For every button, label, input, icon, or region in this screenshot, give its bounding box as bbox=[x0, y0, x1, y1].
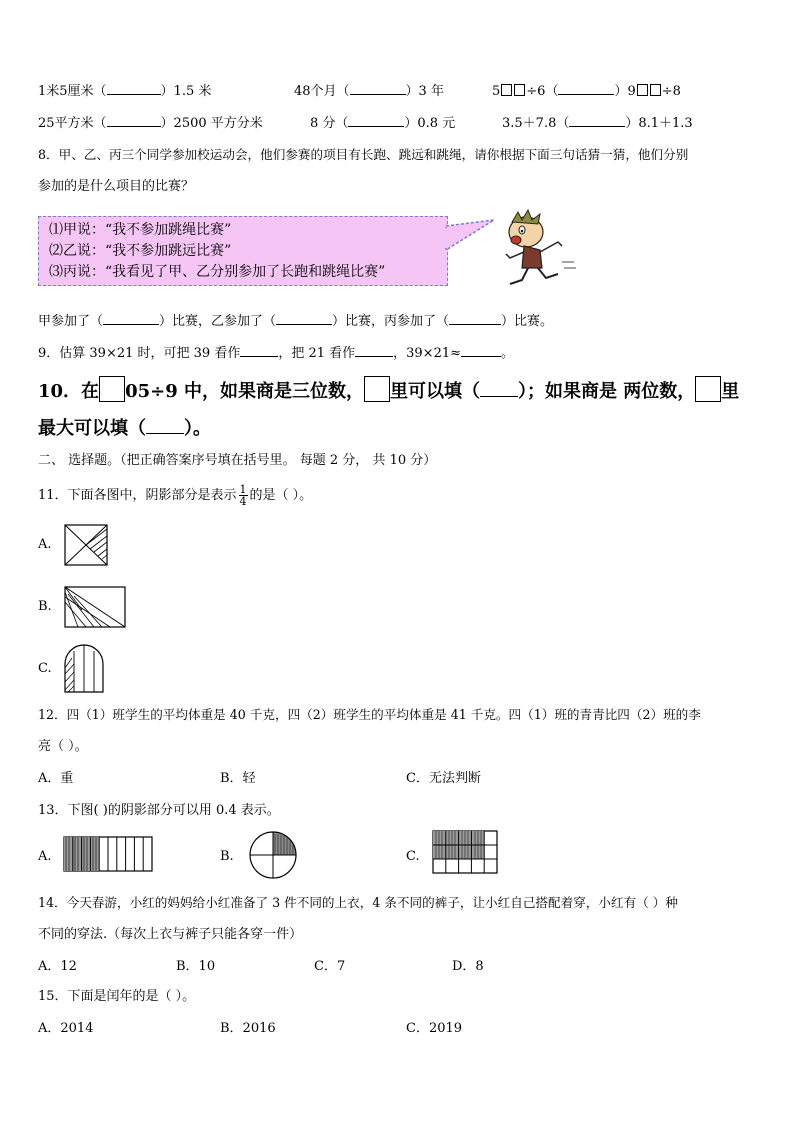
answer-blank[interactable] bbox=[350, 82, 406, 95]
q10-part-a: 10．在 bbox=[38, 381, 100, 402]
compare-1c-right: ）9 bbox=[614, 84, 636, 99]
q13-option-a-figure[interactable] bbox=[63, 836, 155, 874]
fraction-numerator: 1 bbox=[239, 483, 247, 496]
q14-option-d[interactable]: D．8 bbox=[452, 959, 484, 974]
compare-1a-right: ）1.5 米 bbox=[160, 84, 212, 99]
fraction-denominator: 4 bbox=[239, 495, 247, 508]
q10-part-c: 里可以填（ bbox=[389, 381, 480, 402]
q11-option-a-figure[interactable] bbox=[64, 524, 108, 566]
compare-2a-left: 25平方米（ bbox=[38, 116, 107, 131]
compare-1c-tail: ÷8 bbox=[661, 84, 681, 99]
compare-2b-left: 8 分（ bbox=[310, 116, 349, 131]
question-14-line-2: 不同的穿法.（每次上衣与裤子只能各穿一件） bbox=[38, 927, 303, 942]
q11-option-b-label[interactable]: B. bbox=[38, 599, 52, 614]
q11-option-a-label[interactable]: A. bbox=[38, 537, 52, 552]
digit-box[interactable] bbox=[514, 84, 525, 96]
compare-1b-right: ）3 年 bbox=[405, 84, 444, 99]
answer-blank[interactable] bbox=[558, 82, 614, 95]
compare-1c-mid: ÷6（ bbox=[526, 84, 559, 99]
q10-part-g: ）。 bbox=[184, 418, 211, 439]
q10-part-d: ）；如果商是 两位数， bbox=[517, 381, 696, 402]
question-11 bbox=[38, 484, 312, 507]
answer-blank[interactable] bbox=[146, 417, 184, 434]
q13-option-c-figure[interactable] bbox=[432, 830, 500, 876]
section-2-heading: 二、 选择题。（把正确答案序号填在括号里。 每题 2 分， 共 10 分） bbox=[38, 453, 437, 468]
digit-box[interactable] bbox=[501, 84, 512, 96]
answer-blank[interactable] bbox=[348, 114, 404, 127]
compare-row-1c bbox=[492, 82, 681, 101]
answer-blank[interactable] bbox=[107, 82, 161, 95]
q11-option-b-figure[interactable] bbox=[64, 586, 126, 628]
answer-blank[interactable] bbox=[240, 344, 278, 357]
q11-option-c-figure[interactable] bbox=[64, 644, 104, 694]
q13-option-a-label[interactable]: A. bbox=[38, 849, 52, 864]
q13-option-b-figure[interactable] bbox=[246, 830, 302, 880]
answer-blank[interactable] bbox=[355, 344, 393, 357]
question-8-line-1: 8．甲、乙、丙三个同学参加校运动会，他们参赛的项目有长跑、跳远和跳绳，请你根据下面三句话猜一猜，他们分别 bbox=[38, 147, 689, 162]
q13-option-c-label[interactable]: C. bbox=[406, 849, 420, 864]
question-14-line-1: 14．今天春游，小红的妈妈给小红准备了 3 件不同的上衣，4 条不同的裤子，让小红自己搭配着穿，小红有（ ）种 bbox=[38, 895, 678, 910]
answer-blank[interactable] bbox=[103, 312, 159, 325]
answer-blank[interactable] bbox=[107, 114, 161, 127]
question-13: 13．下图( )的阴影部分可以用 0.4 表示。 bbox=[38, 803, 280, 818]
q12-option-b[interactable]: B．轻 bbox=[220, 771, 256, 786]
compare-1a-left: 1米5厘米（ bbox=[38, 84, 107, 99]
compare-2c-right: ）8.1＋1.3 bbox=[625, 116, 693, 131]
q11-text-a: 11．下面各图中，阴影部分是表示 bbox=[38, 488, 237, 503]
q11-text-b: 的是（ ）。 bbox=[249, 488, 313, 503]
speech-line-1: ⑴甲说：“我不参加跳绳比赛” bbox=[49, 222, 232, 238]
compare-row-1b bbox=[294, 82, 444, 101]
compare-1b-left: 48个月（ bbox=[294, 84, 350, 99]
question-15: 15．下面是闰年的是（ ）。 bbox=[38, 989, 196, 1004]
speech-bubble bbox=[38, 216, 448, 286]
question-10-line-2 bbox=[38, 416, 211, 442]
q12-option-c[interactable]: C．无法判断 bbox=[406, 771, 481, 786]
answer-blank[interactable] bbox=[480, 380, 518, 397]
compare-row-2c bbox=[502, 114, 693, 133]
question-10-line-1 bbox=[38, 376, 739, 405]
q14-option-b[interactable]: B．10 bbox=[176, 959, 216, 974]
q10-part-f: 最大可以填（ bbox=[38, 418, 146, 439]
answer-b-label: ）比赛，乙参加了（ bbox=[159, 314, 277, 329]
q9-part-a: 9．估算 39×21 时，可把 39 看作 bbox=[38, 346, 241, 361]
q11-option-c-label[interactable]: C. bbox=[38, 661, 52, 676]
q15-option-c[interactable]: C．2019 bbox=[406, 1021, 463, 1036]
speech-line-2: ⑵乙说：“我不参加跳远比赛” bbox=[49, 243, 232, 259]
answer-blank[interactable] bbox=[449, 312, 501, 325]
q15-option-b[interactable]: B．2016 bbox=[220, 1021, 276, 1036]
q10-part-e: 里 bbox=[721, 381, 740, 402]
question-9 bbox=[38, 344, 514, 363]
speech-line-3: ⑶丙说：“我看见了甲、乙分别参加了长跑和跳绳比赛” bbox=[49, 264, 386, 280]
digit-box[interactable] bbox=[650, 84, 661, 96]
fraction-one-quarter bbox=[239, 484, 248, 507]
q9-part-b: ，把 21 看作 bbox=[278, 346, 356, 361]
compare-1c-left: 5 bbox=[492, 84, 501, 99]
digit-box[interactable] bbox=[695, 376, 721, 402]
question-12-line-2: 亮（ ）。 bbox=[38, 739, 88, 754]
q9-part-d: 。 bbox=[501, 346, 515, 361]
question-12-line-1: 12．四（1）班学生的平均体重是 40 千克，四（2）班学生的平均体重是 41 千克。四（1）班的青青比四（2）班的李 bbox=[38, 707, 701, 722]
answer-blank[interactable] bbox=[461, 344, 501, 357]
question-8-answer-line bbox=[38, 312, 553, 331]
q12-option-a[interactable]: A．重 bbox=[38, 771, 74, 786]
compare-row-2a bbox=[38, 114, 263, 133]
compare-2b-right: ）0.8 元 bbox=[404, 116, 456, 131]
digit-box[interactable] bbox=[637, 84, 648, 96]
digit-box[interactable] bbox=[364, 376, 390, 402]
compare-2a-right: ）2500 平方分米 bbox=[160, 116, 263, 131]
compare-row-2b bbox=[310, 114, 455, 133]
speech-bubble-tail bbox=[446, 220, 496, 260]
digit-box[interactable] bbox=[99, 376, 125, 402]
answer-d-label: ）比赛。 bbox=[501, 314, 554, 329]
q14-option-a[interactable]: A．12 bbox=[38, 959, 77, 974]
answer-blank[interactable] bbox=[569, 114, 625, 127]
answer-a-label: 甲参加了（ bbox=[38, 314, 104, 329]
question-8-line-2: 参加的是什么项目的比赛？ bbox=[38, 179, 195, 194]
q14-option-c[interactable]: C．7 bbox=[314, 959, 346, 974]
running-boy-illustration bbox=[492, 208, 578, 290]
compare-row-1 bbox=[38, 82, 211, 101]
q15-option-a[interactable]: A．2014 bbox=[38, 1021, 94, 1036]
answer-c-label: ）比赛，丙参加了（ bbox=[332, 314, 450, 329]
answer-blank[interactable] bbox=[276, 312, 332, 325]
q9-part-c: ，39×21≈ bbox=[393, 346, 462, 361]
compare-2c-left: 3.5＋7.8（ bbox=[502, 116, 570, 131]
q10-part-b: 05÷9 中，如果商是三位数， bbox=[125, 381, 364, 402]
q13-option-b-label[interactable]: B. bbox=[220, 849, 234, 864]
